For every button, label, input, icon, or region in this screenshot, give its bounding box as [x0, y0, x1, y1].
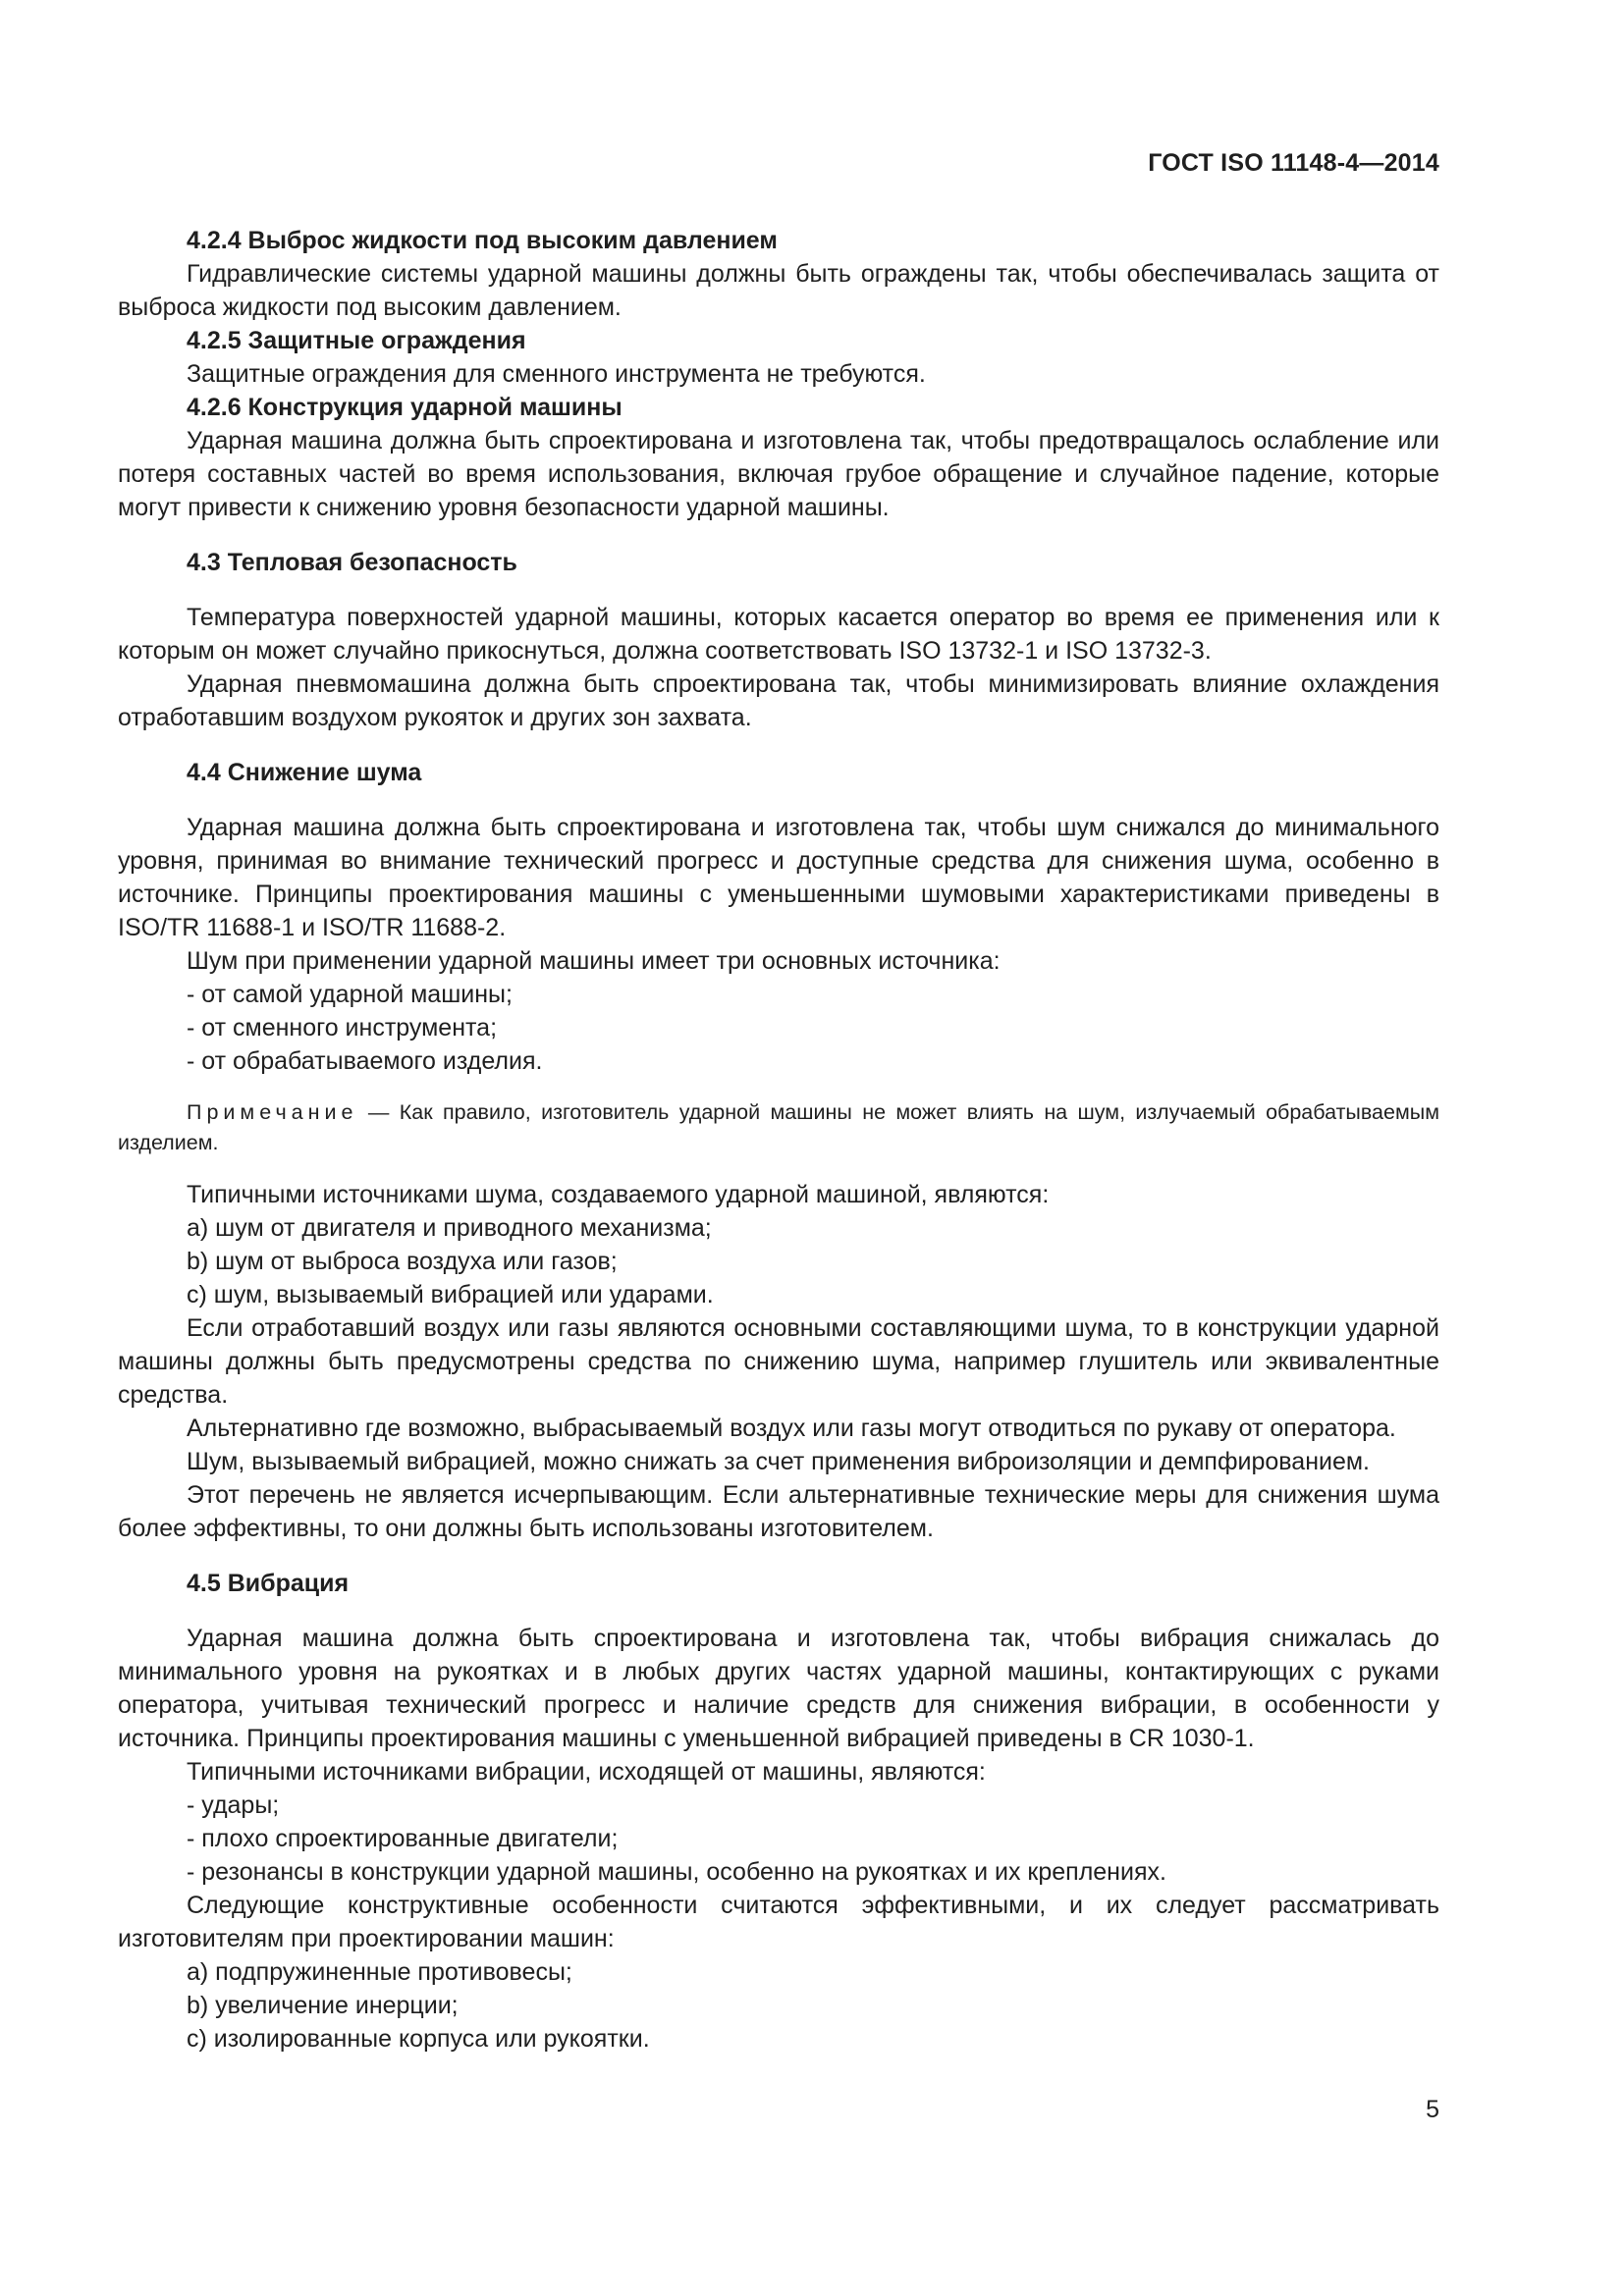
list-item: - резонансы в конструкции ударной машины, особенно на рукоятках и их креплениях. — [187, 1858, 1166, 1886]
section-4-4-paragraph-4: Если отработавший воздух или газы являются основными составляющими шума, то в конструкции ударной машины должны быть предусмотрены средства по снижению шума, например глушитель или эквивалентные средства. — [118, 1314, 1439, 1409]
section-4-5-paragraph-3: Следующие конструктивные особенности считаются эффективными, и их следует рассматривать изготовителям при проектировании машин: — [118, 1892, 1439, 1952]
note — [118, 1097, 1439, 1158]
section-4-2-4-title: 4.2.4 Выброс жидкости под высоким давлением — [187, 227, 778, 254]
page-number: 5 — [1426, 2096, 1439, 2123]
section-4-2-4-paragraph: Гидравлические системы ударной машины должны быть ограждены так, чтобы обеспечивалась защита от выброса жидкости под высоким давлением. — [118, 260, 1439, 321]
section-4-5-paragraph-2: Типичными источниками вибрации, исходящей от машины, являются: — [187, 1758, 986, 1786]
note-text: — Как правило, изготовитель ударной машины не может влиять на шум, излучаемый обрабатываемым изделием. — [118, 1100, 1439, 1154]
list-item: - удары; — [187, 1791, 280, 1819]
list-item: b) шум от выброса воздуха или газов; — [187, 1248, 618, 1275]
list-item: b) увеличение инерции; — [187, 1992, 459, 2019]
list-item: a) шум от двигателя и приводного механизма; — [187, 1214, 712, 1242]
section-4-4-title: 4.4 Снижение шума — [187, 759, 422, 786]
section-4-2-5-paragraph: Защитные ограждения для сменного инструмента не требуются. — [187, 360, 926, 388]
section-4-5-title: 4.5 Вибрация — [187, 1570, 350, 1597]
section-4-4-paragraph-6: Шум, вызываемый вибрацией, можно снижать за счет применения виброизоляции и демпфированием. — [187, 1448, 1371, 1475]
section-4-4-paragraph-3: Типичными источниками шума, создаваемого ударной машиной, являются: — [187, 1181, 1050, 1208]
section-4-3-paragraph-1: Температура поверхностей ударной машины, которых касается оператор во время ее применения или к которым он может случайно прикоснуться, должна соответствовать ISO 13732-1 и ISO 13732-3. — [118, 604, 1439, 665]
list-item: - от обрабатываемого изделия. — [187, 1047, 543, 1075]
list-item: - от сменного инструмента; — [187, 1014, 498, 1041]
section-4-3-paragraph-2: Ударная пневмомашина должна быть спроектирована так, чтобы минимизировать влияние охлаждения отработавшим воздухом рукояток и других зон захвата. — [118, 670, 1439, 731]
section-4-2-6-title: 4.2.6 Конструкция ударной машины — [187, 394, 623, 421]
list-item: c) изолированные корпуса или рукоятки. — [187, 2025, 650, 2053]
section-4-5-paragraph-1: Ударная машина должна быть спроектирована и изготовлена так, чтобы вибрация снижалась до минимального уровня на рукоятках и в любых других частях ударной машины, контактирующих с руками оператора, учитывая технический прогресс и наличие средств для снижения вибрации, в особенности у источника. Принципы проектирования машины с уменьшенной вибрацией приведены в CR 1030-1. — [118, 1625, 1439, 1752]
list-item: - плохо спроектированные двигатели; — [187, 1825, 619, 1852]
section-4-2-6-paragraph: Ударная машина должна быть спроектирована и изготовлена так, чтобы предотвращалось ослабление или потеря составных частей во время использования, включая грубое обращение и случайное падение, которые могут привести к снижению уровня безопасности ударной машины. — [118, 427, 1439, 521]
list-item: a) подпружиненные противовесы; — [187, 1958, 572, 1986]
document-header: ГОСТ ISO 11148-4—2014 — [1148, 149, 1439, 177]
section-4-2-5-title: 4.2.5 Защитные ограждения — [187, 327, 526, 354]
note-label: Примечание — [187, 1100, 358, 1124]
section-4-4-paragraph-1: Ударная машина должна быть спроектирована и изготовлена так, чтобы шум снижался до минимального уровня, принимая во внимание технический прогресс и доступные средства для снижения шума, особенно в источнике. Принципы проектирования машины с уменьшенными шумовыми характеристиками приведены в ISO/TR 11688-1 и ISO/TR 11688-2. — [118, 814, 1439, 941]
section-4-4-paragraph-5: Альтернативно где возможно, выбрасываемый воздух или газы могут отводиться по рукаву от оператора. — [187, 1415, 1396, 1442]
document-body — [118, 224, 1439, 2056]
section-4-4-paragraph-2: Шум при применении ударной машины имеет три основных источника: — [187, 947, 1001, 975]
section-4-3-title: 4.3 Тепловая безопасность — [187, 549, 517, 576]
list-item: - от самой ударной машины; — [187, 981, 513, 1008]
section-4-4-paragraph-7: Этот перечень не является исчерпывающим. Если альтернативные технические меры для снижения шума более эффективны, то они должны быть использованы изготовителем. — [118, 1481, 1439, 1542]
list-item: c) шум, вызываемый вибрацией или ударами. — [187, 1281, 714, 1308]
